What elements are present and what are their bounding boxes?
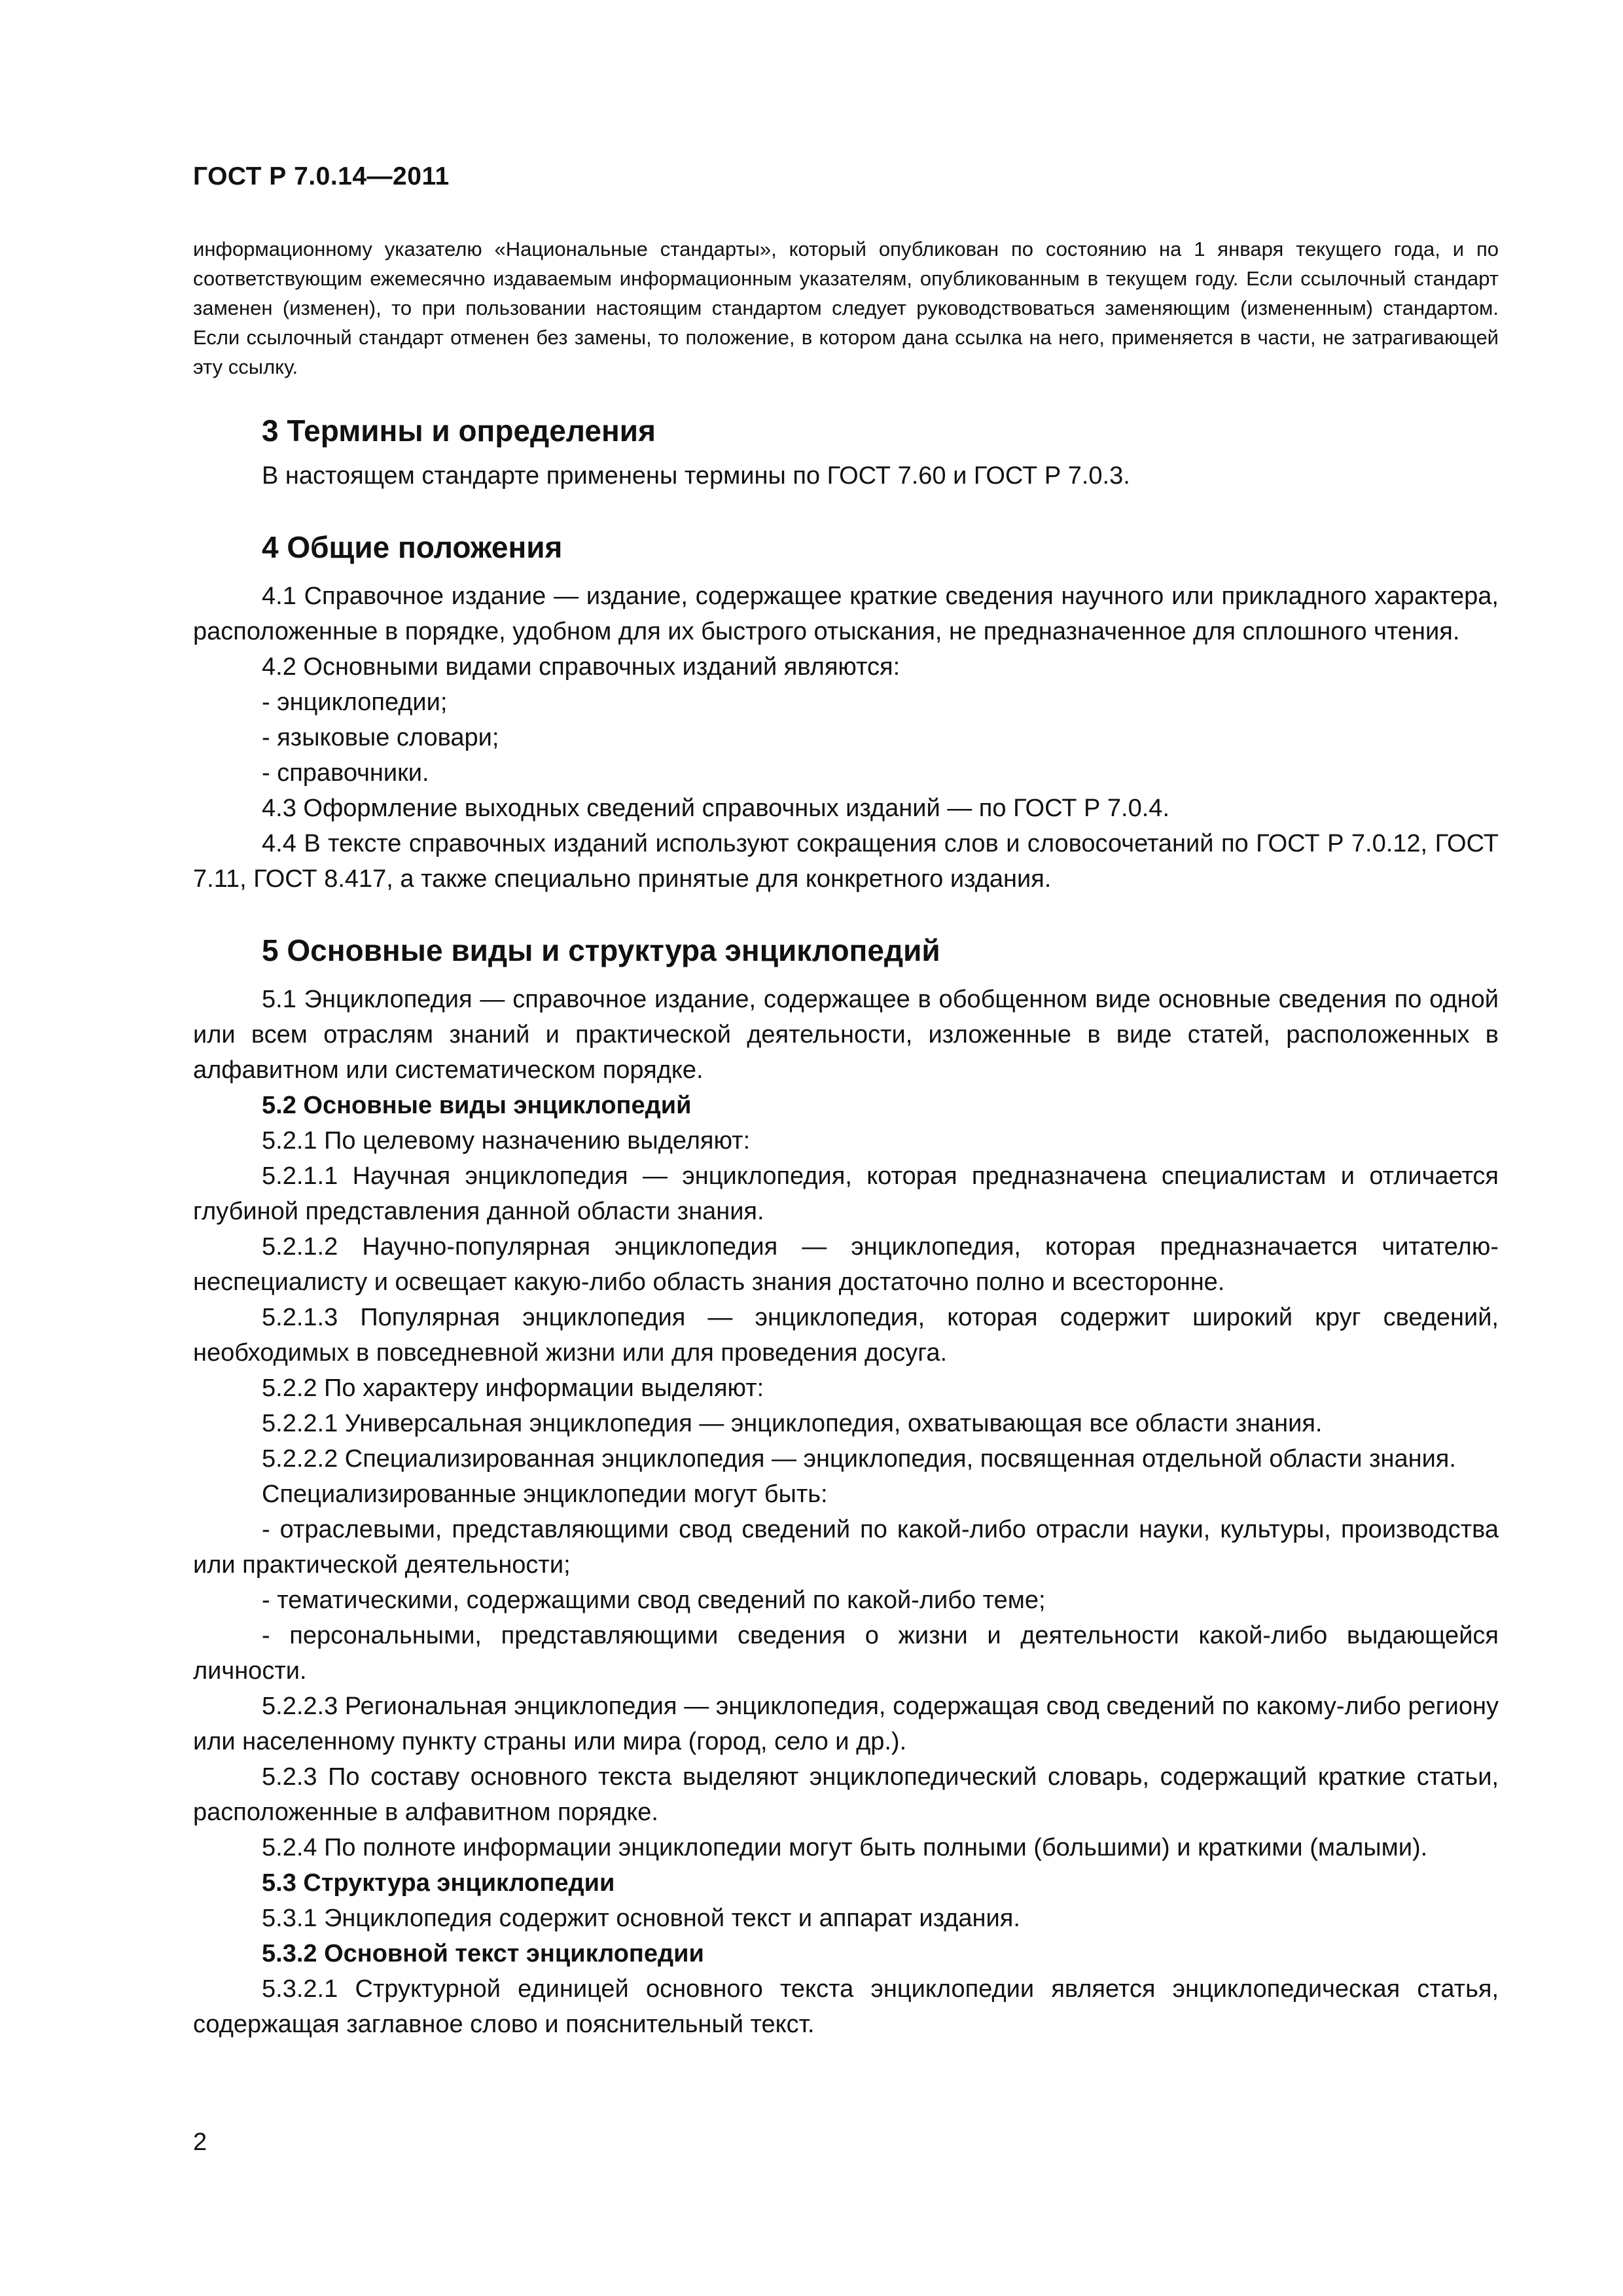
paragraph-5-2-1-2: 5.2.1.2 Научно-популярная энциклопедия — энциклопедия, которая предназначается читателю-неспециалисту и освещает какую-либо область знания достаточно полно и всесторонне. [193,1233,1499,1296]
paragraph-5-3-1: 5.3.1 Энциклопедия содержит основной текст и аппарат издания. [262,1905,1020,1932]
list-item: - энциклопедии; [262,689,448,716]
list-item: - тематическими, содержащими свод сведений по какой-либо теме; [262,1587,1046,1614]
section-4-title: 4 Общие положения [262,530,563,564]
paragraph-4-2: 4.2 Основными видами справочных изданий являются: [262,653,901,681]
page-number: 2 [193,2128,207,2156]
document-header-id: ГОСТ Р 7.0.14—2011 [193,162,450,190]
list-item: - языковые словари; [262,724,499,751]
paragraph-5-2-2-1: 5.2.2.1 Универсальная энциклопедия — энциклопедия, охватывающая все области знания. [262,1410,1323,1437]
list-item: - персональными, представляющими сведения о жизни и деятельности какой-либо выдающейся личности. [193,1622,1499,1685]
list-item: - справочники. [262,759,429,787]
paragraph-5-2-2: 5.2.2 По характеру информации выделяют: [262,1374,764,1402]
section-5-title: 5 Основные виды и структура энциклопедий [262,933,940,967]
section-3-title: 3 Термины и определения [262,414,656,448]
paragraph-5-2-3: 5.2.3 По составу основного текста выделяют энциклопедический словарь, содержащий краткие статьи, расположенные в алфавитном порядке. [193,1763,1499,1826]
paragraph-5-3-2-1: 5.3.2.1 Структурной единицей основного текста энциклопедии является энциклопедическая статья, содержащая заглавное слово и пояснительный текст. [193,1975,1499,2038]
paragraph-5-2-1-3: 5.2.1.3 Популярная энциклопедия — энциклопедия, которая содержит широкий круг сведений, необходимых в повседневной жизни или для проведения досуга. [193,1304,1499,1367]
list-item: - отраслевыми, представляющими свод сведений по какой-либо отрасли науки, культуры, производства или практической деятельности; [193,1516,1499,1579]
paragraph-4-1: 4.1 Справочное издание — издание, содержащее краткие сведения научного или прикладного характера, расположенные в порядке, удобном для их быстрого отыскания, не предназначенное для сплошного чтения. [193,583,1499,645]
paragraph-5-2-1-1: 5.2.1.1 Научная энциклопедия — энциклопедия, которая предназначена специалистам и отличается глубиной представления данной области знания. [193,1162,1499,1225]
subsection-5-3-title: 5.3 Структура энциклопедии [262,1869,615,1897]
paragraph-4-4: 4.4 В тексте справочных изданий используют сокращения слов и словосочетаний по ГОСТ Р 7.0.12, ГОСТ 7.11, ГОСТ 8.417, а также специально принятые для конкретного издания. [193,830,1499,893]
section-3-text: В настоящем стандарте применены термины по ГОСТ 7.60 и ГОСТ Р 7.0.3. [262,462,1130,490]
paragraph-5-2-1: 5.2.1 По целевому назначению выделяют: [262,1127,751,1155]
paragraph-5-2-2-3: 5.2.2.3 Региональная энциклопедия — энциклопедия, содержащая свод сведений по какому-либо региону или населенному пункту страны или мира (город, село и др.). [193,1693,1499,1755]
paragraph-specialized: Специализированные энциклопедии могут быть: [262,1480,828,1508]
paragraph-5-1: 5.1 Энциклопедия — справочное издание, содержащее в обобщенном виде основные сведения по одной или всем отраслям знаний и практической деятельности, изложенные в виде статей, расположенных в алфавитном или систематическом порядке. [193,986,1499,1084]
subsection-5-2-title: 5.2 Основные виды энциклопедий [262,1092,692,1119]
paragraph-5-2-2-2: 5.2.2.2 Специализированная энциклопедия — энциклопедия, посвященная отдельной области знания. [262,1445,1456,1473]
intro-paragraph: информационному указателю «Национальные стандарты», который опубликован по состоянию на 1 января текущего года, и по соответствующим ежемесячно издаваемым информационным указателям, опубликованным в текущем году. Если ссылочный стандарт заменен (изменен), то при пользовании настоящим стандартом следует руководствоваться заменяющим (измененным) стандартом. Если ссылочный стандарт отменен без замены, то положение, в котором дана ссылка на него, применяется в части, не затрагивающей эту ссылку. [193,238,1499,378]
paragraph-5-2-4: 5.2.4 По полноте информации энциклопедии могут быть полными (большими) и краткими (малыми). [262,1834,1428,1861]
main-content [193,411,1499,2042]
paragraph-4-3: 4.3 Оформление выходных сведений справочных изданий — по ГОСТ Р 7.0.4. [262,795,1169,822]
subsection-5-3-2-title: 5.3.2 Основной текст энциклопедии [262,1940,704,1967]
